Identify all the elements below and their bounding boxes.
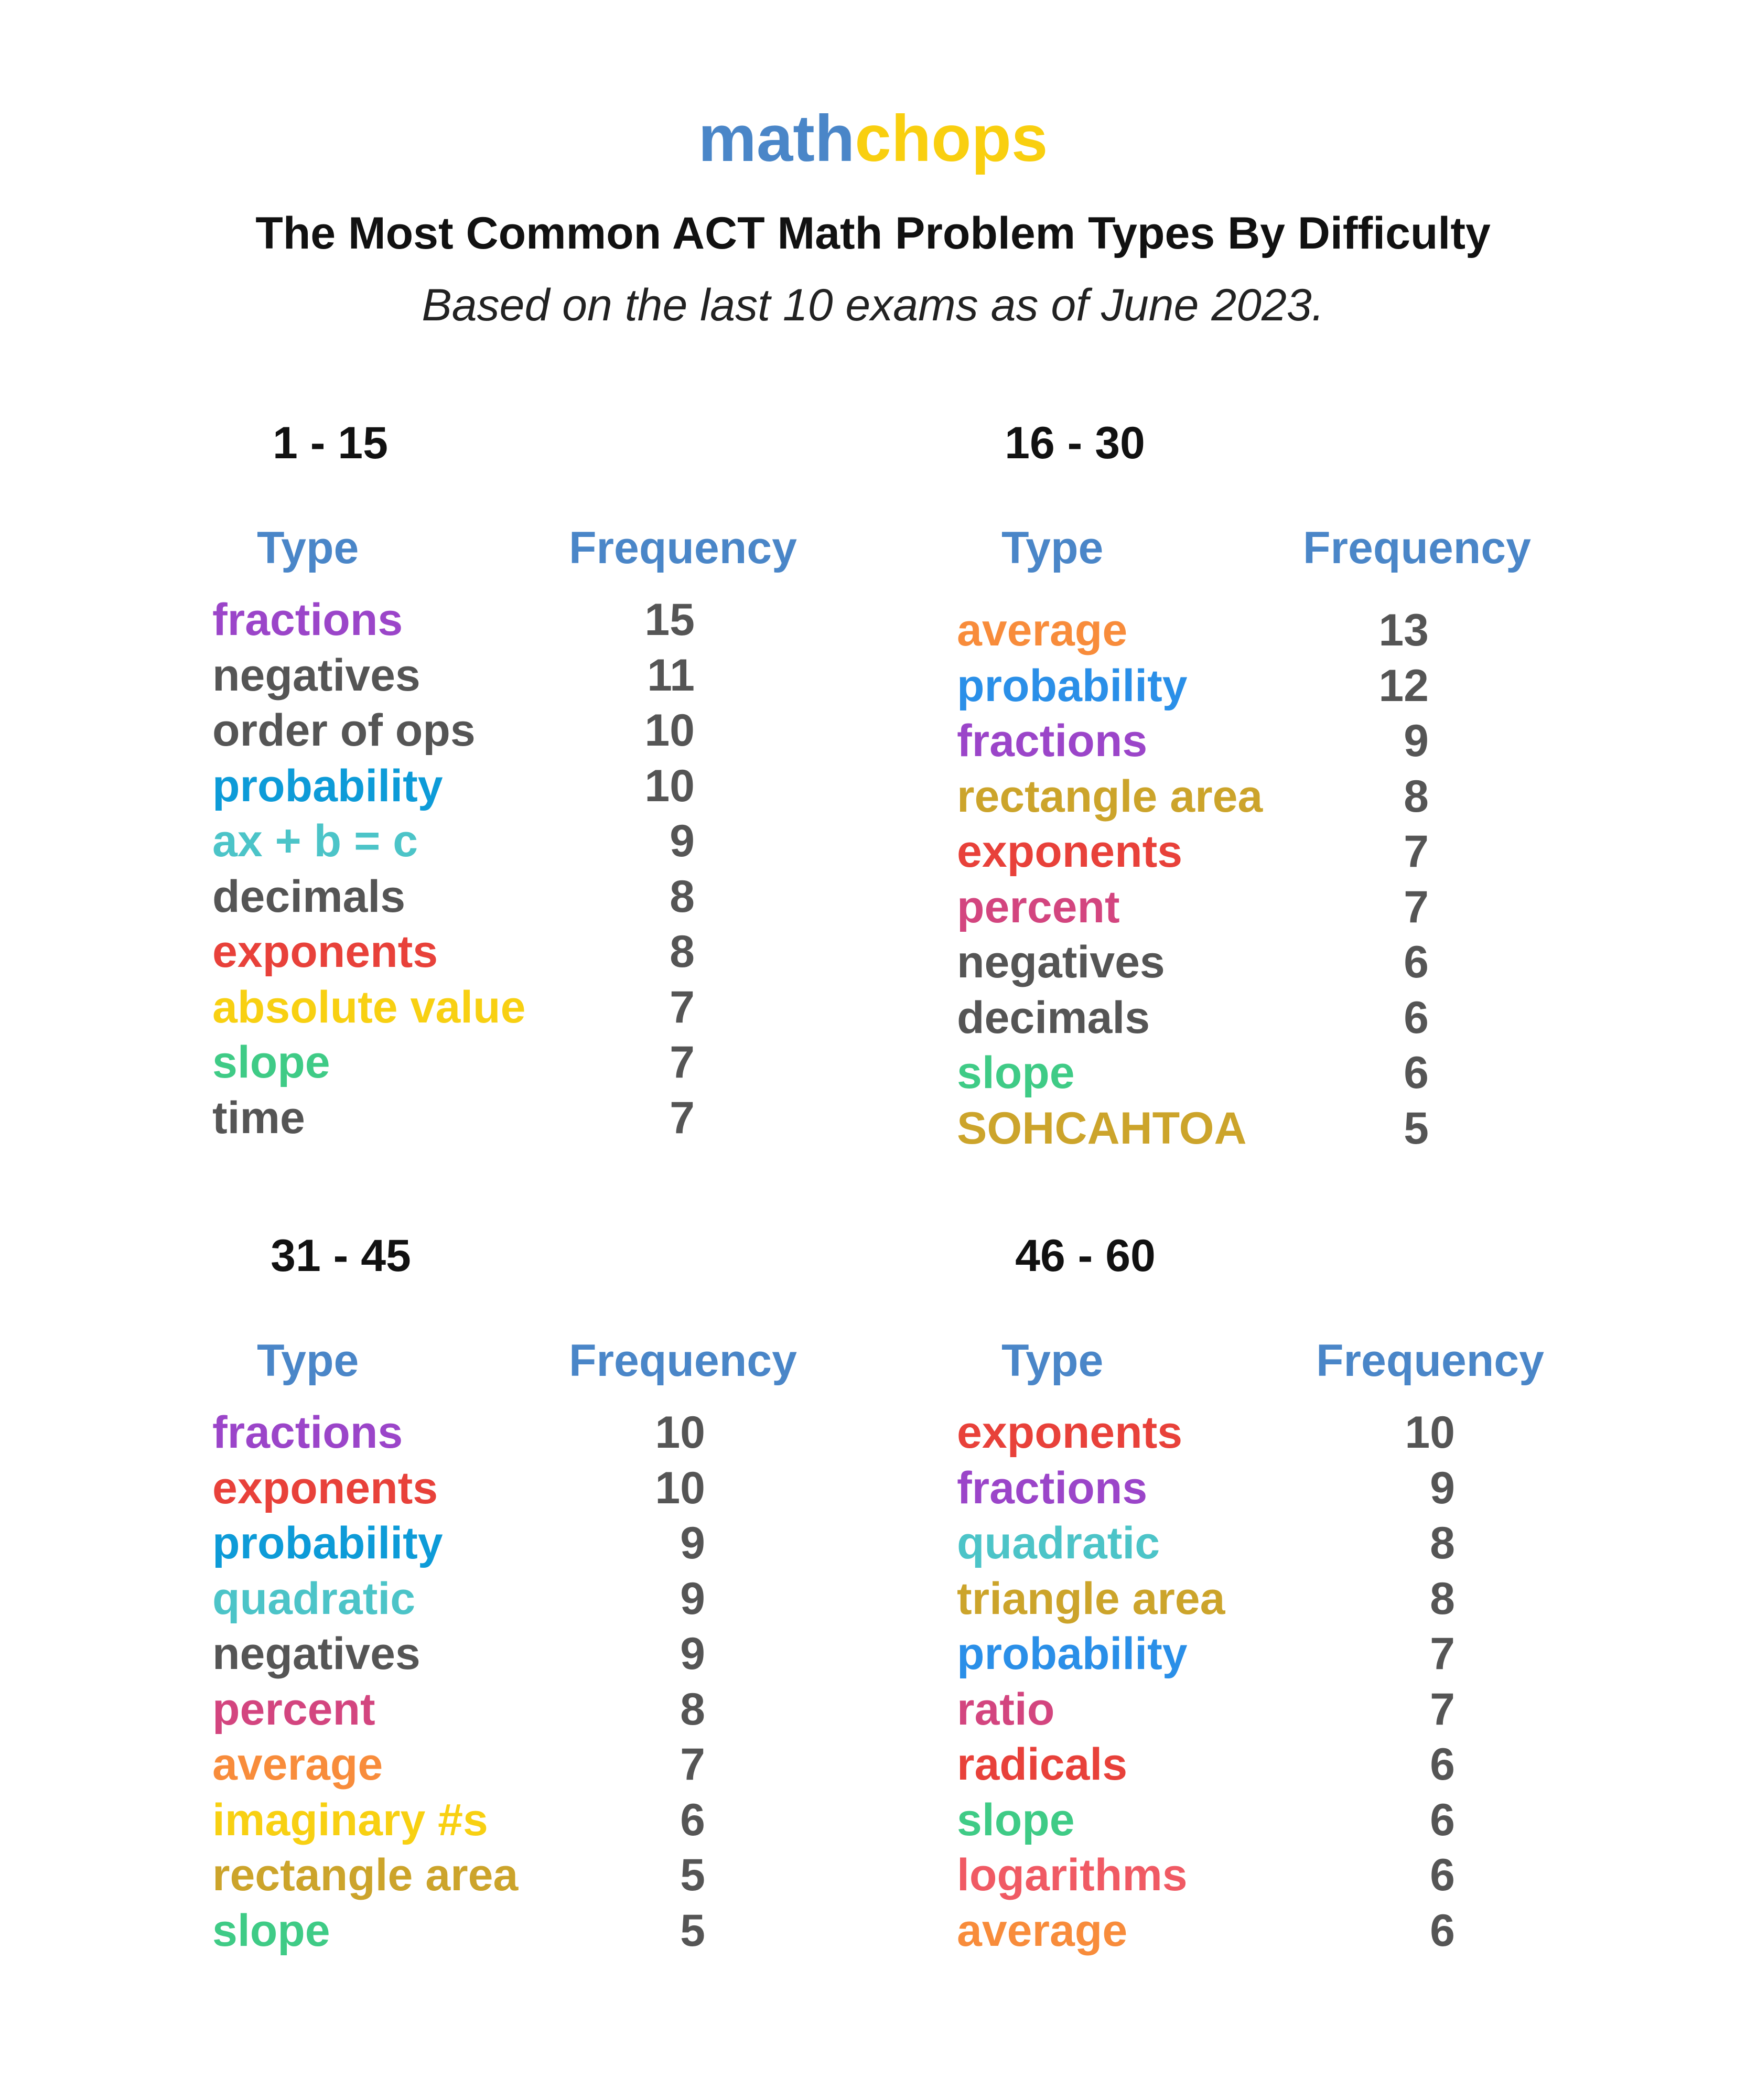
- problem-type: decimals: [212, 871, 406, 922]
- problem-type: slope: [957, 1048, 1075, 1098]
- frequency-value: 10: [655, 1462, 705, 1513]
- frequency-value: 6: [1430, 1905, 1455, 1956]
- frequency-value: 10: [655, 1407, 705, 1458]
- problem-type: absolute value: [212, 982, 526, 1032]
- frequency-value: 6: [1430, 1794, 1455, 1845]
- problem-type: exponents: [957, 826, 1183, 877]
- table-row: [212, 1571, 946, 1627]
- table-row: [212, 1682, 946, 1738]
- frequency-value: 8: [1430, 1573, 1455, 1624]
- problem-type: slope: [212, 1905, 330, 1956]
- table-row: [212, 593, 946, 648]
- frequency-value: 9: [670, 816, 695, 866]
- frequency-value: 10: [644, 760, 695, 811]
- table-row: [212, 924, 946, 980]
- problem-type: exponents: [957, 1407, 1183, 1458]
- frequency-value: 9: [680, 1629, 705, 1679]
- problem-type: fractions: [212, 595, 403, 645]
- problem-type: ax + b = c: [212, 816, 418, 866]
- problem-type: quadratic: [957, 1518, 1160, 1568]
- column-header-frequency: Frequency: [1316, 1336, 1544, 1386]
- problem-type: probability: [957, 1629, 1188, 1679]
- table-row: [212, 1091, 946, 1146]
- problem-type: radicals: [957, 1739, 1128, 1790]
- problem-type: exponents: [212, 927, 438, 977]
- frequency-value: 7: [1430, 1684, 1455, 1735]
- frequency-value: 10: [1405, 1407, 1455, 1458]
- problem-type: negatives: [212, 1629, 421, 1679]
- table-row: [212, 1516, 946, 1571]
- problem-type: order of ops: [212, 705, 476, 756]
- column-header-type: Type: [257, 1336, 359, 1386]
- frequency-value: 8: [670, 927, 695, 977]
- column-header-frequency: Frequency: [569, 523, 797, 573]
- problem-type: fractions: [957, 716, 1148, 766]
- column-header-type: Type: [257, 523, 359, 573]
- problem-type: decimals: [957, 992, 1150, 1043]
- table-row: [212, 703, 946, 759]
- table-row: [212, 869, 946, 925]
- frequency-value: 8: [680, 1684, 705, 1735]
- table-row: [957, 1627, 1691, 1682]
- table-row: [957, 659, 1691, 714]
- frequency-value: 9: [1404, 716, 1429, 766]
- table-row: [212, 1461, 946, 1516]
- problem-type: slope: [957, 1794, 1075, 1845]
- frequency-value: 8: [1430, 1518, 1455, 1568]
- problem-type: imaginary #s: [212, 1794, 488, 1845]
- frequency-value: 8: [1404, 771, 1429, 822]
- table-row: [212, 759, 946, 814]
- page-subtitle: Based on the last 10 exams as of June 2023.: [422, 280, 1324, 330]
- table-row: [212, 1793, 946, 1848]
- section-1-15: [212, 414, 946, 1148]
- problem-type: probability: [212, 760, 443, 811]
- table-row: [957, 769, 1691, 825]
- problem-type: rectangle area: [212, 1850, 519, 1900]
- problem-type: percent: [212, 1684, 375, 1735]
- column-header-frequency: Frequency: [1303, 523, 1531, 573]
- problem-type: slope: [212, 1037, 330, 1087]
- problem-type: negatives: [957, 937, 1165, 987]
- frequency-value: 7: [1404, 826, 1429, 877]
- table-row: [957, 1101, 1691, 1157]
- frequency-value: 6: [680, 1794, 705, 1845]
- problem-type: percent: [957, 881, 1120, 932]
- problem-type-table: [957, 603, 1691, 1156]
- frequency-value: 9: [1430, 1462, 1455, 1513]
- table-row: [957, 1046, 1691, 1101]
- table-row: [957, 1903, 1691, 1959]
- table-row: [212, 1405, 946, 1461]
- frequency-value: 7: [680, 1739, 705, 1790]
- frequency-value: 6: [1404, 1048, 1429, 1098]
- problem-type: fractions: [957, 1462, 1148, 1513]
- problem-type: SOHCAHTOA: [957, 1103, 1247, 1154]
- table-row: [212, 648, 946, 704]
- problem-type: fractions: [212, 1407, 403, 1458]
- problem-type: time: [212, 1092, 305, 1143]
- brand-logo-part2: chops: [855, 102, 1048, 175]
- table-row: [957, 1848, 1691, 1903]
- brand-logo: [0, 100, 1746, 178]
- frequency-value: 7: [1404, 881, 1429, 932]
- problem-type: negatives: [212, 650, 421, 701]
- frequency-value: 5: [680, 1850, 705, 1900]
- frequency-value: 7: [1430, 1629, 1455, 1679]
- section-46-60: [957, 1227, 1691, 1961]
- column-header-type: Type: [1001, 523, 1104, 573]
- problem-type: ratio: [957, 1684, 1055, 1735]
- frequency-value: 6: [1404, 937, 1429, 987]
- frequency-value: 6: [1430, 1739, 1455, 1790]
- frequency-value: 6: [1404, 992, 1429, 1043]
- table-row: [957, 1571, 1691, 1627]
- problem-type-table: [212, 1405, 946, 1958]
- page-title: The Most Common ACT Math Problem Types By Difficulty: [255, 208, 1491, 259]
- problem-type: exponents: [212, 1462, 438, 1513]
- section-range-title: 16 - 30: [1005, 418, 1145, 468]
- table-row: [957, 1793, 1691, 1848]
- problem-type: triangle area: [957, 1573, 1225, 1624]
- table-row: [212, 1903, 946, 1959]
- section-range-title: 31 - 45: [271, 1231, 411, 1281]
- problem-type: average: [957, 605, 1128, 655]
- frequency-value: 15: [644, 595, 695, 645]
- table-row: [957, 1516, 1691, 1571]
- problem-type: rectangle area: [957, 771, 1263, 822]
- section-range-title: 1 - 15: [273, 418, 388, 468]
- problem-type-table: [212, 593, 946, 1146]
- problem-type: average: [957, 1905, 1128, 1956]
- table-row: [957, 1682, 1691, 1738]
- frequency-value: 13: [1378, 605, 1429, 655]
- problem-type: probability: [212, 1518, 443, 1568]
- section-range-title: 46 - 60: [1015, 1231, 1156, 1281]
- problem-type: probability: [957, 660, 1188, 711]
- frequency-value: 6: [1430, 1850, 1455, 1900]
- table-row: [957, 990, 1691, 1046]
- frequency-value: 8: [670, 871, 695, 922]
- frequency-value: 5: [1404, 1103, 1429, 1154]
- table-row: [212, 1035, 946, 1091]
- table-row: [212, 1848, 946, 1903]
- table-row: [957, 1405, 1691, 1461]
- column-header-frequency: Frequency: [569, 1336, 797, 1386]
- column-header-type: Type: [1001, 1336, 1104, 1386]
- frequency-value: 7: [670, 1092, 695, 1143]
- table-row: [212, 814, 946, 869]
- table-row: [957, 714, 1691, 769]
- table-row: [212, 1627, 946, 1682]
- frequency-value: 9: [680, 1518, 705, 1568]
- frequency-value: 12: [1378, 660, 1429, 711]
- table-row: [957, 880, 1691, 935]
- table-row: [957, 1737, 1691, 1793]
- frequency-value: 10: [644, 705, 695, 756]
- frequency-value: 7: [670, 1037, 695, 1087]
- frequency-value: 7: [670, 982, 695, 1032]
- table-row: [957, 1461, 1691, 1516]
- section-16-30: [957, 414, 1691, 1154]
- table-row: [957, 824, 1691, 880]
- problem-type: average: [212, 1739, 383, 1790]
- frequency-value: 9: [680, 1573, 705, 1624]
- table-row: [212, 980, 946, 1036]
- problem-type: quadratic: [212, 1573, 416, 1624]
- problem-type: logarithms: [957, 1850, 1188, 1900]
- table-row: [957, 603, 1691, 659]
- frequency-value: 11: [647, 650, 695, 701]
- frequency-value: 5: [680, 1905, 705, 1956]
- table-row: [957, 935, 1691, 990]
- problem-type-table: [957, 1405, 1691, 1958]
- table-row: [212, 1737, 946, 1793]
- section-31-45: [212, 1227, 946, 1961]
- brand-logo-part1: math: [698, 102, 855, 175]
